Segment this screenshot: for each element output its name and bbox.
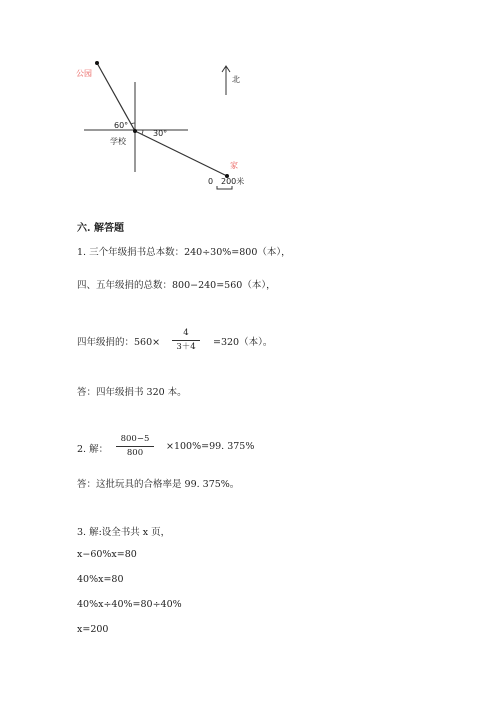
section-title: 六. 解答题	[77, 223, 124, 234]
q1-line1: 1. 三个年级捐书总本数：240÷30%=800（本），	[77, 247, 291, 258]
diagram-lines	[0, 0, 500, 200]
park-label: 公园	[76, 69, 92, 78]
q2-prefix: 2. 解：	[77, 444, 109, 455]
scale-end-label: 200米	[221, 177, 245, 186]
angle-left-label: 60°	[114, 121, 129, 130]
q2-fraction-bar	[116, 446, 154, 447]
q1-answer: 答：四年级捐书 320 本。	[77, 387, 187, 398]
q2-fraction-denominator: 800	[126, 448, 144, 458]
q3-line1: 3. 解:设全书共 x 页，	[77, 527, 171, 538]
home-label: 家	[230, 161, 238, 170]
north-label: 北	[232, 75, 240, 84]
park-point	[95, 61, 99, 65]
school-to-home-line	[135, 131, 227, 176]
q2-answer: 答：这批玩具的合格率是 99. 375%。	[77, 479, 240, 490]
q2-fraction-numerator: 800−5	[120, 434, 150, 444]
q3-line4: 40%x÷40%=80÷40%	[77, 599, 182, 610]
angle-arc-right	[142, 130, 143, 134]
school-point	[133, 129, 137, 133]
q1-fraction-numerator: 4	[183, 328, 189, 338]
q3-line2: x−60%x=80	[77, 549, 137, 560]
q2-fraction	[116, 434, 154, 459]
q2-suffix: ×100%=99. 375%	[166, 441, 255, 452]
q3-line3: 40%x=80	[77, 574, 124, 585]
q1-line2: 四、五年级捐的总数：800−240=560（本），	[77, 280, 276, 291]
q1-fraction	[172, 328, 200, 353]
q1-line3-prefix: 四年级捐的：560×	[77, 337, 161, 348]
q1-fraction-denominator: 3＋4	[176, 342, 196, 352]
school-label: 学校	[110, 137, 126, 146]
direction-diagram	[0, 0, 500, 200]
angle-right-label: 30°	[153, 129, 168, 138]
q1-fraction-bar	[172, 340, 200, 341]
angle-arc-left	[131, 123, 135, 124]
q3-line5: x=200	[77, 624, 109, 635]
q1-line3-suffix: =320（本）。	[213, 337, 273, 348]
scale-zero-label: 0	[208, 177, 214, 186]
